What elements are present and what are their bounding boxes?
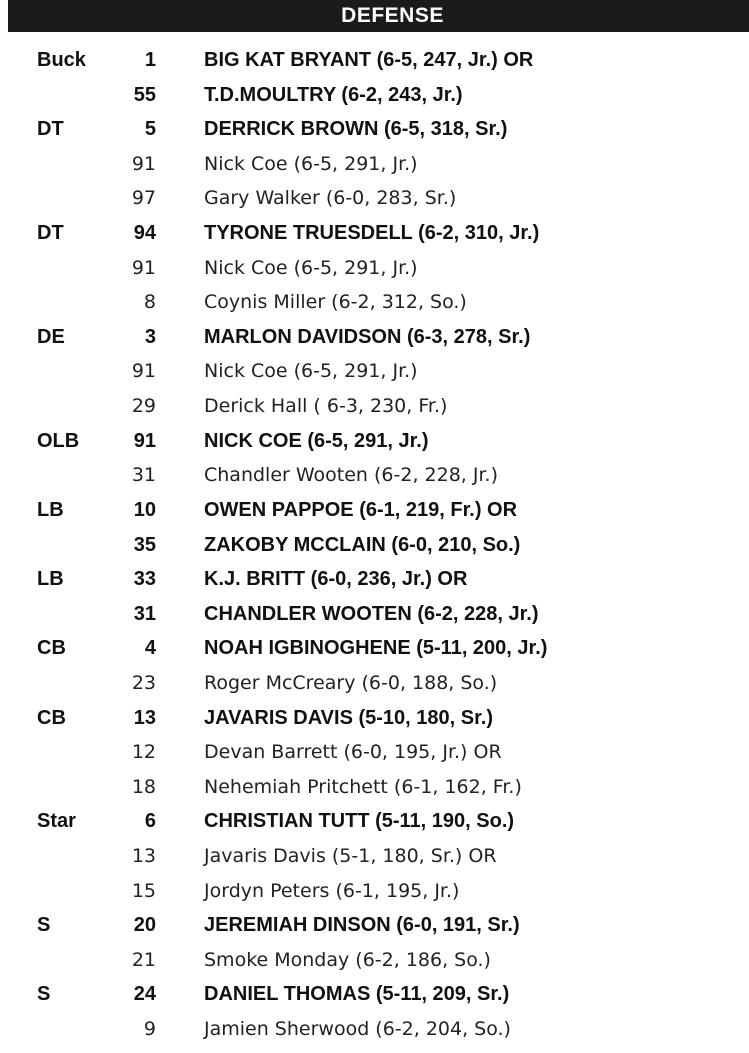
position-label: OLB: [37, 429, 80, 452]
depth-chart-row: [0, 770, 749, 805]
starter-player: K.J. BRITT (6-0, 236, Jr.) OR: [204, 568, 468, 591]
jersey-number: 18: [131, 775, 156, 798]
jersey-number: 6: [144, 810, 156, 833]
jersey-number: 9: [143, 1018, 156, 1041]
depth-chart-row: [0, 597, 749, 632]
jersey-number: 13: [131, 845, 156, 868]
jersey-number: 8: [143, 291, 156, 314]
depth-chart-row: [0, 78, 749, 113]
jersey-number: 10: [133, 498, 156, 521]
backup-player: Jamien Sherwood (6-2, 204, So.): [204, 1018, 511, 1041]
jersey-number: 91: [131, 152, 156, 175]
jersey-number: 33: [133, 568, 156, 591]
section-title: DEFENSE: [341, 4, 444, 27]
depth-chart-row: [0, 943, 749, 978]
jersey-number: 91: [131, 256, 156, 279]
backup-player: Nick Coe (6-5, 291, Jr.): [204, 256, 418, 279]
backup-player: Coynis Miller (6-2, 312, So.): [204, 291, 467, 314]
depth-chart-row: [0, 354, 749, 389]
starter-player: CHANDLER WOOTEN (6-2, 228, Jr.): [204, 602, 539, 625]
starter-player: BIG KAT BRYANT (6-5, 247, Jr.) OR: [204, 49, 534, 71]
position-label: DE: [37, 325, 65, 348]
starter-player: CHRISTIAN TUTT (5-11, 190, So.): [204, 810, 515, 833]
depth-chart-row: [0, 977, 749, 1012]
depth-chart-row: [0, 804, 749, 839]
depth-chart-row: [0, 839, 749, 874]
depth-chart-row: [0, 43, 749, 78]
jersey-number: 94: [133, 222, 156, 245]
jersey-number: 1: [144, 49, 156, 71]
position-label: CB: [37, 706, 66, 729]
jersey-number: 15: [131, 879, 156, 902]
depth-chart-row: [0, 666, 749, 701]
depth-chart-row: [0, 701, 749, 736]
jersey-number: 91: [133, 429, 156, 452]
starter-player: T.D.MOULTRY (6-2, 243, Jr.): [204, 83, 463, 106]
backup-player: Javaris Davis (5-1, 180, Sr.) OR: [204, 845, 497, 868]
starter-player: NOAH IGBINOGHENE (5-11, 200, Jr.): [204, 637, 548, 660]
section-header: [8, 0, 749, 32]
starter-player: JEREMIAH DINSON (6-0, 191, Sr.): [204, 914, 520, 937]
depth-chart-row: [0, 181, 749, 216]
position-label: CB: [37, 637, 66, 660]
depth-chart-row: [0, 320, 749, 355]
jersey-number: 23: [131, 671, 156, 694]
starter-player: DANIEL THOMAS (5-11, 209, Sr.): [204, 983, 510, 1006]
backup-player: Devan Barrett (6-0, 195, Jr.) OR: [204, 741, 502, 764]
depth-chart-row: [0, 112, 749, 147]
backup-player: Gary Walker (6-0, 283, Sr.): [204, 187, 457, 210]
jersey-number: 31: [131, 464, 156, 487]
jersey-number: 4: [144, 637, 156, 660]
depth-chart-row: [0, 424, 749, 459]
backup-player: Jordyn Peters (6-1, 195, Jr.): [204, 879, 460, 902]
depth-chart-row: [0, 528, 749, 563]
jersey-number: 21: [131, 948, 156, 971]
position-label: LB: [37, 568, 64, 591]
depth-chart-row: [0, 147, 749, 182]
jersey-number: 20: [133, 914, 156, 937]
backup-player: Smoke Monday (6-2, 186, So.): [204, 948, 491, 971]
depth-chart-row: [0, 874, 749, 909]
jersey-number: 55: [133, 83, 156, 106]
jersey-number: 3: [144, 325, 156, 348]
position-label: LB: [37, 498, 64, 521]
position-label: DT: [37, 118, 64, 141]
starter-player: ZAKOBY MCCLAIN (6-0, 210, So.): [204, 533, 521, 556]
starter-player: OWEN PAPPOE (6-1, 219, Fr.) OR: [204, 498, 518, 521]
depth-chart-row: [0, 908, 749, 943]
position-label: Buck: [37, 49, 86, 71]
jersey-number: 13: [133, 706, 156, 729]
backup-player: Nick Coe (6-5, 291, Jr.): [204, 152, 418, 175]
depth-chart-row: [0, 285, 749, 320]
backup-player: Chandler Wooten (6-2, 228, Jr.): [204, 464, 499, 487]
backup-player: Derick Hall ( 6-3, 230, Fr.): [204, 395, 448, 418]
depth-chart-row: [0, 562, 749, 597]
depth-chart-row: [0, 735, 749, 770]
position-label: S: [37, 983, 51, 1006]
jersey-number: 5: [144, 118, 156, 141]
jersey-number: 35: [133, 533, 156, 556]
backup-player: Nick Coe (6-5, 291, Jr.): [204, 360, 418, 383]
jersey-number: 97: [131, 187, 156, 210]
starter-player: NICK COE (6-5, 291, Jr.): [204, 429, 429, 452]
backup-player: Nehemiah Pritchett (6-1, 162, Fr.): [204, 775, 522, 798]
starter-player: DERRICK BROWN (6-5, 318, Sr.): [204, 118, 508, 141]
depth-chart-row: [0, 458, 749, 493]
depth-chart-row: [0, 389, 749, 424]
jersey-number: 12: [131, 741, 156, 764]
depth-chart-row: [0, 631, 749, 666]
depth-chart-row: [0, 251, 749, 286]
depth-chart-row: [0, 216, 749, 251]
jersey-number: 91: [131, 360, 156, 383]
position-label: Star: [37, 810, 76, 833]
jersey-number: 31: [133, 602, 156, 625]
position-label: DT: [37, 222, 64, 245]
starter-player: JAVARIS DAVIS (5-10, 180, Sr.): [204, 706, 493, 729]
jersey-number: 24: [133, 983, 156, 1006]
depth-chart-row: [0, 493, 749, 528]
backup-player: Roger McCreary (6-0, 188, So.): [204, 671, 498, 694]
depth-chart-row: [0, 1012, 749, 1047]
starter-player: TYRONE TRUESDELL (6-2, 310, Jr.): [204, 222, 540, 245]
jersey-number: 29: [131, 395, 156, 418]
depth-chart: [0, 43, 749, 1047]
starter-player: MARLON DAVIDSON (6-3, 278, Sr.): [204, 325, 531, 348]
position-label: S: [37, 914, 51, 937]
